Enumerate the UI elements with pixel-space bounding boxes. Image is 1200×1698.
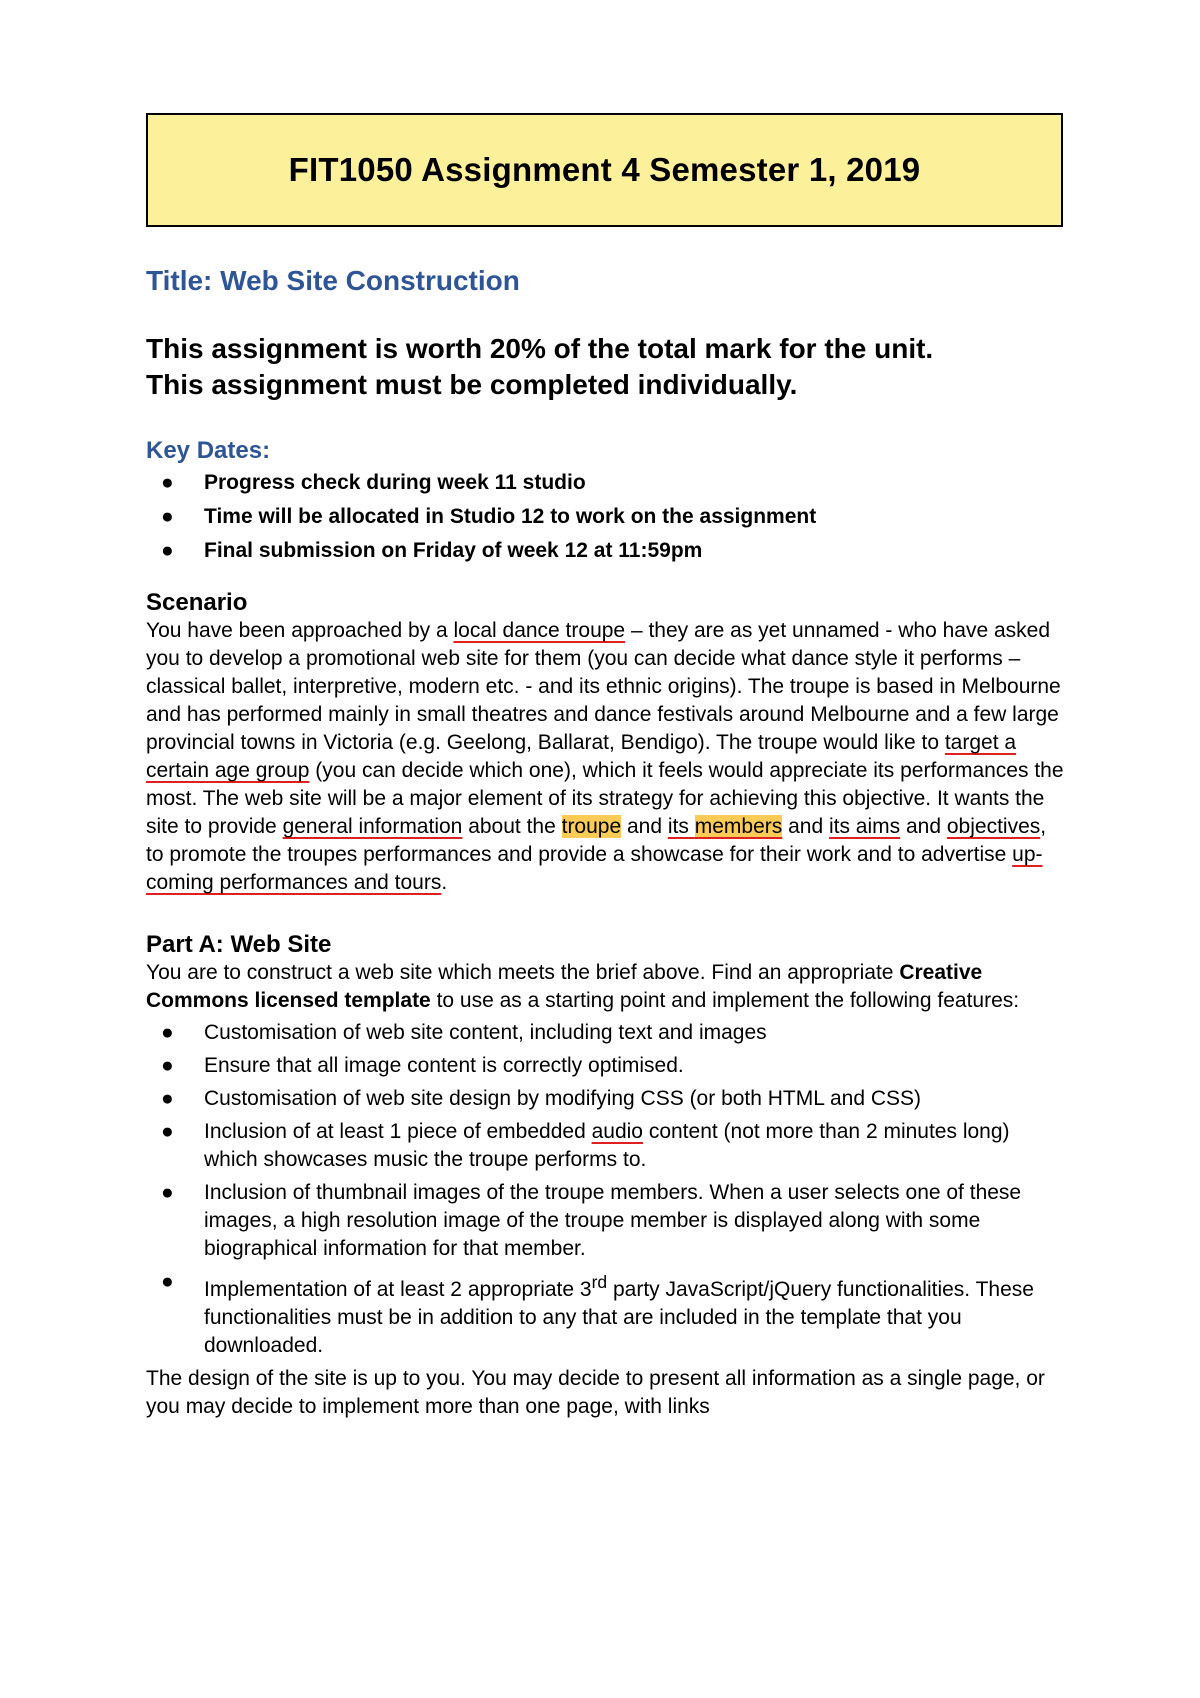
scenario-paragraph: You have been approached by a local dance troupe – they are as yet unnamed - who have asked you to develop a promotional web site for them (you can decide what dance style it performs – classical ballet, interpretive, modern etc. - and its ethnic origins). The troupe is based in Melbourne and has performed mainly in small theatres and dance festivals around Melbourne and a few large provincial towns in Victoria (e.g. Geelong, Ballarat, Bendigo). The troupe would like to target a certain age group (you can decide which one), which it feels would appreciate its performances the most. The web site will be a major element of its strategy for achieving this objective. It wants the site to provide general information about the troupe and its members and its aims and objectives, to promote the troupes performances and provide a showcase for their work and to advertise up-coming performances and tours. [146, 619, 1064, 894]
bullet-icon: ● [161, 1181, 174, 1204]
bullet-icon: ● [161, 1021, 174, 1044]
underlined-phrase: audio [591, 1120, 643, 1143]
bullet-icon: ● [161, 1054, 174, 1077]
worth-line-2: This assignment must be completed individually. [146, 369, 798, 400]
worth-line-1: This assignment is worth 20% of the total mark for the unit. [146, 333, 934, 364]
part-a-heading: Part A: Web Site [146, 931, 332, 958]
list-item: ● Customisation of web site content, including text and images [146, 1019, 1066, 1047]
list-item: ● Ensure that all image content is correctly optimised. [146, 1052, 1066, 1080]
list-item: ● Progress check during week 11 studio [146, 469, 1066, 497]
underlined-phrase: target a certain age group [146, 731, 1017, 782]
bullet-icon: ● [161, 1270, 174, 1293]
list-item: ● Time will be allocated in Studio 12 to work on the assignment [146, 503, 1066, 531]
underlined-phrase: local dance troupe [453, 619, 626, 642]
bullet-icon: ● [161, 471, 174, 494]
key-dates-heading: Key Dates: [146, 437, 271, 464]
key-dates-list [146, 469, 1066, 565]
design-paragraph: The design of the site is up to you. You may decide to present all information as a single page, or you may decide to implement more than one page, with links [146, 1367, 1045, 1418]
document-title: FIT1050 Assignment 4 Semester 1, 2019 [288, 151, 921, 188]
highlighted-phrase: members [694, 815, 783, 838]
bullet-icon: ● [161, 1120, 174, 1143]
underlined-phrase: its aims [828, 815, 901, 838]
list-item: ● Implementation of at least 2 appropriate 3rd party JavaScript/jQuery functionalities. These functionalities must be in addition to any that are included in the template that you downloaded. [161, 1270, 1034, 1357]
highlighted-phrase: troupe [561, 815, 622, 838]
bullet-icon: ● [161, 539, 174, 562]
bullet-icon: ● [161, 505, 174, 528]
bullet-icon: ● [161, 1087, 174, 1110]
list-item: ● Inclusion of thumbnail images of the troupe members. When a user selects one of these images, a high resolution image of the troupe member is displayed along with some biographical information for that member. [161, 1181, 1022, 1260]
scenario-heading: Scenario [146, 589, 248, 616]
list-item: ● Final submission on Friday of week 12 at 11:59pm [146, 537, 1066, 565]
list-item: ● Customisation of web site design by modifying CSS (or both HTML and CSS) [146, 1085, 1066, 1113]
underlined-phrase: up-coming performances and tours [146, 843, 1043, 894]
assignment-subtitle: Title: Web Site Construction [146, 265, 520, 296]
worth-statement [146, 331, 1066, 403]
features-list [146, 1019, 1066, 1360]
part-a-intro: You are to construct a web site which meets the brief above. Find an appropriate Creative Commons licensed template to use as a starting point and implement the following features: [146, 961, 1020, 1012]
underlined-phrase: objectives [946, 815, 1041, 838]
underlined-phrase: its members [667, 815, 783, 838]
bold-phrase: Creative Commons licensed template [146, 961, 983, 1012]
document-page [146, 113, 1066, 1421]
title-box [146, 113, 1063, 227]
list-item: ● Inclusion of at least 1 piece of embedded audio content (not more than 2 minutes long) which showcases music the troupe performs to. [161, 1120, 1010, 1171]
underlined-phrase: general information [282, 815, 463, 838]
